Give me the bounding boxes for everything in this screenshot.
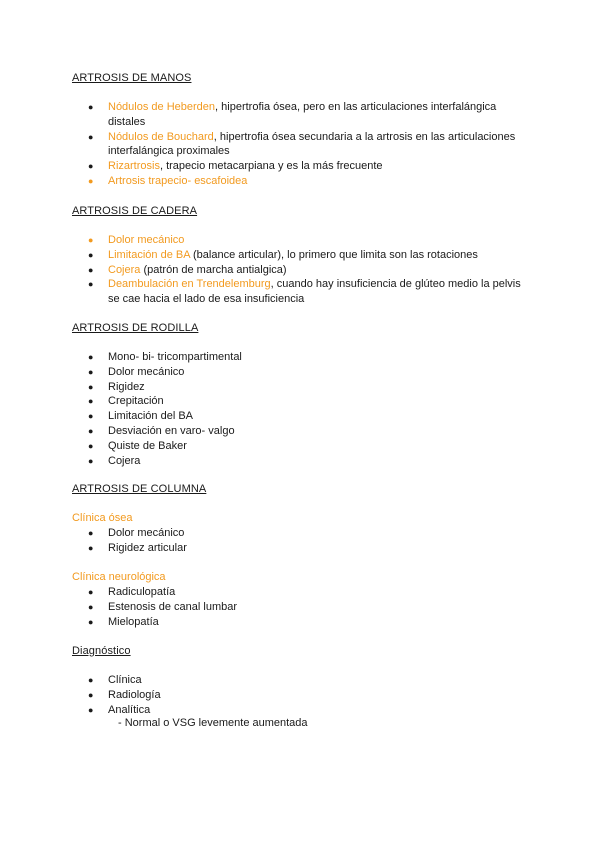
- heading-manos: ARTROSIS DE MANOS: [72, 72, 192, 84]
- item-text: , trapecio metacarpiana y es la más frecuente: [159, 160, 383, 173]
- heading-rodilla: ARTROSIS DE RODILLA: [72, 322, 199, 334]
- item-text: (patrón de marcha antialgica): [140, 263, 287, 276]
- bullet-icon: ●: [88, 675, 94, 685]
- bullet-icon: ●: [88, 587, 94, 597]
- bullet-icon: ●: [88, 455, 94, 466]
- list-item: [0, 409, 528, 424]
- list-manos: [0, 100, 600, 189]
- list-item: [0, 600, 528, 615]
- subheading-clinica-neurologica: Clínica neurológica: [72, 571, 166, 583]
- item-text: Dolor mecánico: [108, 527, 185, 539]
- item-text: Limitación del BA: [108, 410, 193, 423]
- item-text: , hipertrofia ósea secundaria a la artrosis en las articulaciones interfalángica proximales: [108, 130, 516, 158]
- list-diagnostico: [0, 673, 600, 717]
- bullet-icon: ●: [88, 528, 94, 538]
- list-item: [0, 365, 528, 380]
- bullet-icon: ●: [88, 235, 94, 245]
- list-item: [0, 615, 528, 630]
- bullet-icon: ●: [88, 542, 94, 553]
- item-text: Analítica: [108, 703, 151, 716]
- list-item: [0, 688, 528, 703]
- highlight-text: Rizartrosis: [108, 160, 160, 173]
- list-item: [0, 350, 528, 365]
- bullet-icon: ●: [88, 425, 94, 436]
- bullet-icon: ●: [88, 131, 94, 142]
- list-item: [0, 526, 528, 541]
- item-text: , cuando hay insuficiencia de glúteo medio la pelvis se cae hacia el lado de esa insuficiencia: [108, 278, 521, 306]
- item-text: Cojera: [108, 454, 141, 467]
- list-item: [0, 541, 528, 556]
- bullet-icon: ●: [88, 366, 94, 377]
- list-item: [0, 439, 528, 454]
- item-text: Radiculopatía: [108, 586, 176, 598]
- list-rodilla: [0, 350, 600, 468]
- list-item: [0, 673, 528, 688]
- item-text: Clínica: [108, 674, 142, 686]
- item-text: Dolor mecánico: [108, 365, 185, 378]
- highlight-text: Nódulos de Bouchard: [108, 130, 214, 143]
- list-item: [0, 277, 528, 307]
- item-text: Radiología: [108, 688, 161, 701]
- bullet-icon: ●: [88, 411, 94, 422]
- list-item: [0, 233, 528, 248]
- list-item: [0, 585, 528, 600]
- bullet-icon: ●: [88, 396, 94, 407]
- highlight-text: Artrosis trapecio- escafoidea: [108, 174, 248, 187]
- highlight-text: Dolor mecánico: [108, 234, 185, 246]
- highlight-text: Limitación de BA: [108, 248, 190, 261]
- bullet-icon: ●: [88, 161, 94, 172]
- list-item: [0, 100, 528, 130]
- bullet-icon: ●: [88, 440, 94, 451]
- highlight-text: Nódulos de Heberden: [108, 101, 216, 113]
- sub-item-analitica: - Normal o VSG levemente aumentada: [118, 717, 308, 729]
- bullet-icon: ●: [88, 249, 94, 260]
- list-item: [0, 380, 528, 395]
- list-item: [0, 454, 528, 469]
- bullet-icon: ●: [88, 601, 94, 612]
- item-text: Rigidez: [108, 380, 145, 393]
- item-text: Mielopatía: [108, 615, 159, 628]
- list-clinica-neurologica: [0, 585, 600, 629]
- list-item: [0, 130, 528, 160]
- list-item: [0, 263, 528, 278]
- highlight-text: Deambulación en Trendelemburg: [108, 278, 271, 291]
- list-clinica-osea: [0, 526, 600, 556]
- item-text: Mono- bi- tricompartimental: [108, 351, 242, 363]
- heading-columna: ARTROSIS DE COLUMNA: [72, 483, 207, 495]
- item-text: Crepitación: [108, 395, 164, 408]
- bullet-icon: ●: [88, 102, 94, 112]
- bullet-icon: ●: [88, 279, 94, 290]
- bullet-icon: ●: [88, 352, 94, 362]
- heading-diagnostico: Diagnóstico: [72, 645, 131, 657]
- item-text: , hipertrofia ósea, pero en las articulaciones interfalángica distales: [108, 101, 497, 128]
- list-item: [0, 703, 528, 718]
- list-item: [0, 424, 528, 439]
- list-item: [0, 248, 528, 263]
- item-text: Desviación en varo- valgo: [108, 424, 235, 437]
- item-text: Estenosis de canal lumbar: [108, 600, 238, 613]
- list-item: [0, 159, 528, 174]
- bullet-icon: ●: [88, 616, 94, 627]
- highlight-text: Cojera: [108, 263, 141, 276]
- subheading-clinica-osea: Clínica ósea: [72, 512, 133, 524]
- list-cadera: [0, 233, 600, 307]
- bullet-icon: ●: [88, 381, 94, 392]
- item-text: (balance articular), lo primero que limita son las rotaciones: [189, 248, 478, 261]
- bullet-icon: ●: [88, 264, 94, 275]
- item-text: Rigidez articular: [108, 541, 187, 554]
- heading-cadera: ARTROSIS DE CADERA: [72, 205, 198, 217]
- list-item: [0, 174, 528, 189]
- item-text: Quiste de Baker: [108, 439, 187, 452]
- bullet-icon: ●: [88, 704, 94, 715]
- bullet-icon: ●: [88, 175, 94, 186]
- list-item: [0, 394, 528, 409]
- bullet-icon: ●: [88, 689, 94, 700]
